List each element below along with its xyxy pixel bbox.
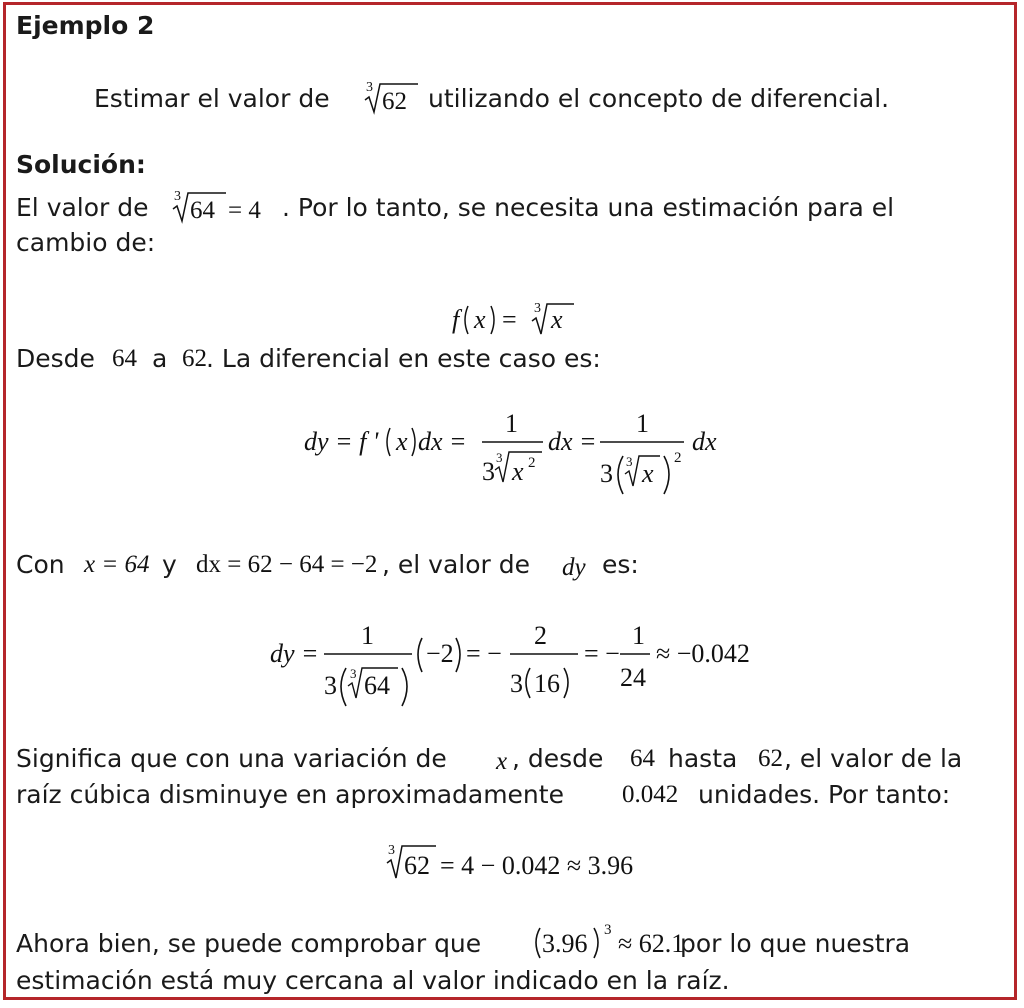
numerator: 2 [534, 621, 547, 650]
para1-text-c: cambio de: [16, 228, 156, 257]
dx-term: dx [692, 427, 717, 456]
para4-from-value: 64 [630, 745, 655, 772]
approx-value: ≈ 62.1 [618, 929, 685, 958]
dx-term: dx = [418, 427, 467, 456]
root-radicand: x [551, 305, 563, 334]
result-expression: = 4 − 0.042 ≈ 3.96 [440, 851, 634, 880]
para2-text-b: a [152, 344, 168, 373]
denominator-coef: 3 [482, 457, 495, 486]
root-radicand: 64 [190, 197, 215, 224]
root-index: 3 [366, 80, 373, 95]
denominator-coef: 3 [510, 669, 523, 698]
denominator-coef: 3 [600, 459, 613, 488]
para4-to-value: 62 [758, 745, 783, 772]
root-equals: = 4 [228, 197, 261, 224]
prompt-text-before: Estimar el valor de [94, 84, 330, 113]
para3-condition-dx: dx = 62 − 64 = −2 [196, 551, 378, 578]
para5-line2: estimación está muy cercana al valor indicado en la raíz. [16, 966, 730, 995]
para3-text-a: Con [16, 550, 65, 579]
para2-text-a: Desde [16, 344, 95, 373]
para3-text-b: y [162, 550, 177, 579]
para2-text-c: . La diferencial en este caso es: [206, 344, 601, 373]
para3-condition-x: x = 64 [84, 551, 150, 578]
root-index: 3 [350, 666, 357, 681]
equals-minus: = − [584, 639, 620, 668]
x-variable: x [396, 427, 408, 456]
para4-line1-c: hasta [668, 744, 738, 773]
para4-var-x: x [496, 748, 508, 775]
para5-line1-a: Ahora bien, se puede comprobar que [16, 929, 482, 958]
para3-text-d: es: [602, 550, 639, 579]
root-radicand: 62 [382, 88, 407, 115]
x-variable: x [474, 305, 486, 334]
denominator-inner: 16 [534, 669, 560, 698]
para3-text-c: , el valor de [382, 550, 530, 579]
para4-amount: 0.042 [622, 781, 679, 808]
exponent: 3 [604, 922, 612, 938]
base-value: 3.96 [542, 929, 588, 958]
dx-term: dx = [548, 427, 597, 456]
numerator: 1 [361, 621, 374, 650]
para4-line1-b: , desde [512, 744, 604, 773]
solution-label: Solución: [16, 150, 146, 179]
equals-sign: = [502, 305, 517, 334]
root-index: 3 [534, 301, 541, 316]
root-radicand: 64 [364, 671, 390, 700]
root-index: 3 [496, 450, 503, 465]
root-index: 3 [174, 189, 181, 204]
numerator: 1 [636, 409, 649, 438]
root-radicand: x [512, 457, 524, 486]
para4-line1-d: , el valor de la [784, 744, 963, 773]
numerator: 1 [632, 621, 645, 650]
root-index: 3 [626, 454, 633, 469]
para1-text-a: El valor de [16, 193, 149, 222]
equation-f-of-x [448, 294, 588, 340]
denominator-coef: 3 [324, 671, 337, 700]
root-radicand: x [642, 459, 654, 488]
equation-dy-calculation [266, 616, 766, 712]
numerator: 1 [505, 409, 518, 438]
exponent: 2 [528, 455, 536, 471]
example-title: Ejemplo 2 [16, 11, 155, 40]
dy-lhs: dy = [270, 639, 319, 668]
prompt-text-after: utilizando el concepto de diferencial. [428, 84, 890, 113]
para4-line2-b: unidades. Por tanto: [698, 780, 951, 809]
denominator: 24 [620, 663, 646, 692]
para5-line1-b: por lo que nuestra [680, 929, 911, 958]
para2-from-value: 64 [112, 345, 137, 372]
f-symbol: f [452, 305, 460, 334]
para4-line1-a: Significa que con una variación de [16, 744, 447, 773]
multiplier: −2 [426, 639, 454, 668]
para4-line2-a: raíz cúbica disminuye en aproximadamente [16, 780, 564, 809]
dy-lhs: dy = f ' [304, 427, 379, 456]
approx-result: ≈ −0.042 [656, 639, 750, 668]
para2-to-value: 62 [182, 345, 207, 372]
equation-result [384, 840, 664, 886]
para1-text-b: . Por lo tanto, se necesita una estimación para el [282, 193, 895, 222]
root-index: 3 [388, 843, 395, 858]
equation-dy-definition [300, 404, 730, 504]
para3-dy: dy [562, 554, 586, 581]
para1-cube-root-64 [170, 187, 282, 227]
prompt-cube-root [362, 78, 422, 118]
root-radicand: 62 [404, 851, 430, 880]
exponent: 2 [674, 450, 682, 466]
equals-minus: = − [466, 639, 502, 668]
